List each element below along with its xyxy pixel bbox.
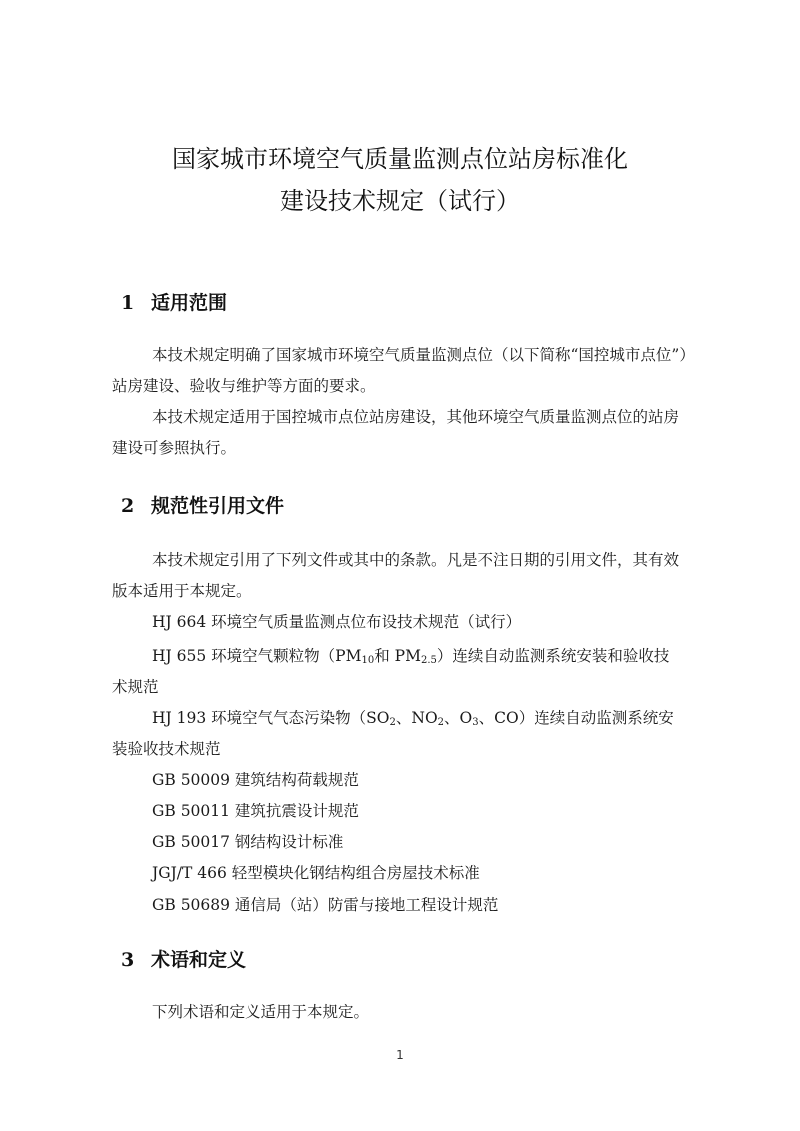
reference-item: GB 50009 建筑结构荷载规范 xyxy=(152,771,359,789)
page-number: 1 xyxy=(396,1048,404,1062)
section-heading-1 xyxy=(121,290,227,316)
section-title: 术语和定义 xyxy=(151,949,247,971)
paragraph: 下列术语和定义适用于本规定。 xyxy=(152,1003,370,1021)
section-title: 适用范围 xyxy=(151,292,228,314)
section-number: 2 xyxy=(121,495,135,517)
paragraph: 本技术规定明确了国家城市环境空气质量监测点位（以下简称“国控城市点位”）站房建设、验收与维护等方面的要求。 xyxy=(112,346,688,395)
reference-item: GB 50011 建筑抗震设计规范 xyxy=(152,802,359,820)
section-heading-3 xyxy=(121,947,246,973)
reference-item: JGJ/T 466 轻型模块化钢结构组合房屋技术标准 xyxy=(152,864,480,882)
section-heading-2 xyxy=(121,493,284,519)
section-number: 3 xyxy=(121,949,135,971)
reference-item: GB 50689 通信局（站）防雷与接地工程设计规范 xyxy=(152,896,499,914)
reference-item: HJ 193 环境空气气态污染物（$SO_2$、$NO_2$、$O_3$、CO）连续自动监测系统安 xyxy=(152,709,674,728)
section-title: 规范性引用文件 xyxy=(151,495,285,517)
reference-item: HJ 664 环境空气质量监测点位布设技术规范（试行） xyxy=(152,613,522,631)
section-number: 1 xyxy=(121,292,135,314)
reference-item: GB 50017 钢结构设计标准 xyxy=(152,833,344,851)
reference-item-continuation: 术规范 xyxy=(112,678,159,696)
paragraph: 本技术规定适用于国控城市点位站房建设，其他环境空气质量监测点位的站房建设可参照执行。 xyxy=(112,408,680,457)
document-title-line-2: 建设技术规定（试行） xyxy=(280,187,520,215)
reference-item-continuation: 装验收技术规范 xyxy=(112,740,221,758)
reference-item: HJ 655 环境空气颗粒物（$PM_{10}$和 $PM_{2.5}$）连续自动监测系统安装和验收技 xyxy=(152,647,670,666)
document-title-line-1: 国家城市环境空气质量监测点位站房标准化 xyxy=(172,145,628,173)
paragraph: 本技术规定引用了下列文件或其中的条款。凡是不注日期的引用文件，其有效版本适用于本规定。 xyxy=(112,551,680,600)
